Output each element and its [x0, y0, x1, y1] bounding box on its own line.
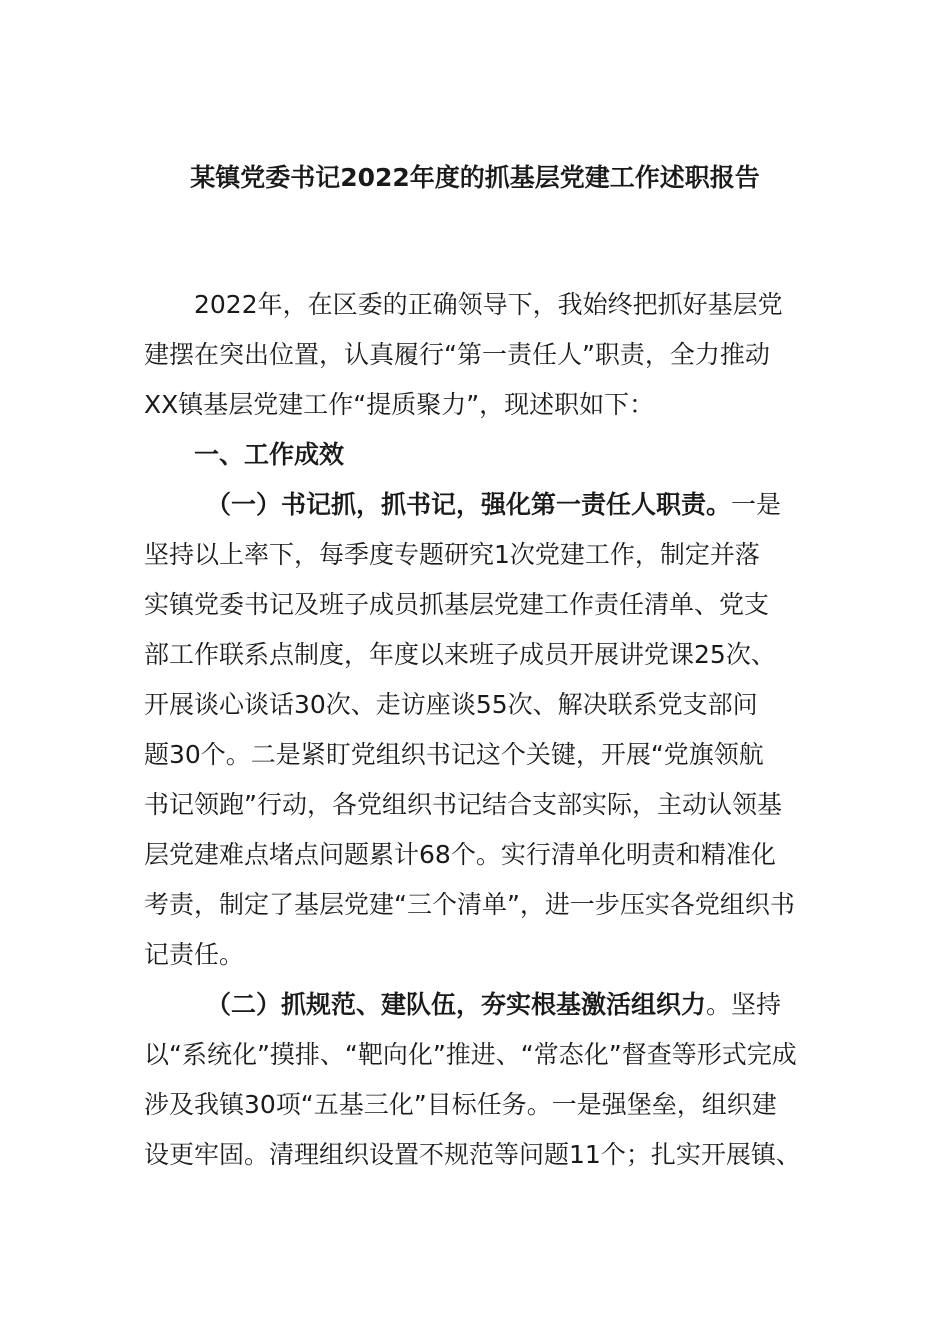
document-title: 某镇党委书记2022年度的抓基层党建工作述职报告: [190, 163, 760, 192]
subsection-1-lead: 一是: [731, 490, 782, 519]
subsection-1-line: 题30个。二是紧盯党组织书记这个关键，开展“党旗领航: [144, 740, 764, 769]
subsection-2-heading: （二）抓规范、建队伍，夯实根基激活组织力: [206, 990, 707, 1019]
subsection-2-line: 涉及我镇30项“五基三化”目标任务。一是强堡垒，组织建: [144, 1090, 777, 1119]
subsection-1-line: 开展谈心谈话30次、走访座谈55次、解决联系党支部问: [144, 690, 758, 719]
subsection-1-line: 坚持以上率下，每季度专题研究1次党建工作，制定并落: [144, 540, 760, 569]
subsection-2-first-line: [144, 980, 834, 1030]
subsection-2-line: 以“系统化”摸排、“靶向化”推进、“常态化”督查等形式完成: [144, 1040, 797, 1069]
subsection-1-first-line: [144, 480, 834, 530]
subsection-1-line: 实镇党委书记及班子成员抓基层党建工作责任清单、党支: [144, 590, 770, 619]
subsection-1-line: 层党建难点堵点问题累计68个。实行清单化明责和精准化: [144, 840, 776, 869]
subsection-2-line: 设更牢固。清理组织设置不规范等问题11个；扎实开展镇、: [144, 1140, 801, 1169]
document-body: [144, 280, 834, 1180]
subsection-1-heading: （一）书记抓，抓书记，强化第一责任人职责。: [206, 490, 732, 519]
subsection-2-lead: 。坚持: [706, 990, 782, 1019]
subsection-1-line: 书记领跑”行动，各党组织书记结合支部实际，主动认领基: [144, 790, 782, 819]
subsection-1-line: 考责，制定了基层党建“三个清单”，进一步压实各党组织书: [144, 890, 795, 919]
subsection-1-line: 部工作联系点制度，年度以来班子成员开展讲党课25次、: [144, 640, 776, 669]
section-heading: 一、工作成效: [194, 440, 345, 469]
intro-line-1: 2022年，在区委的正确领导下，我始终把抓好基层党: [194, 290, 783, 319]
intro-line-2: 建摆在突出位置，认真履行“第一责任人”职责，全力推动: [144, 340, 770, 369]
subsection-1-line: 记责任。: [144, 940, 245, 969]
intro-line-3: XX镇基层党建工作“提质聚力”，现述职如下：: [144, 390, 655, 419]
